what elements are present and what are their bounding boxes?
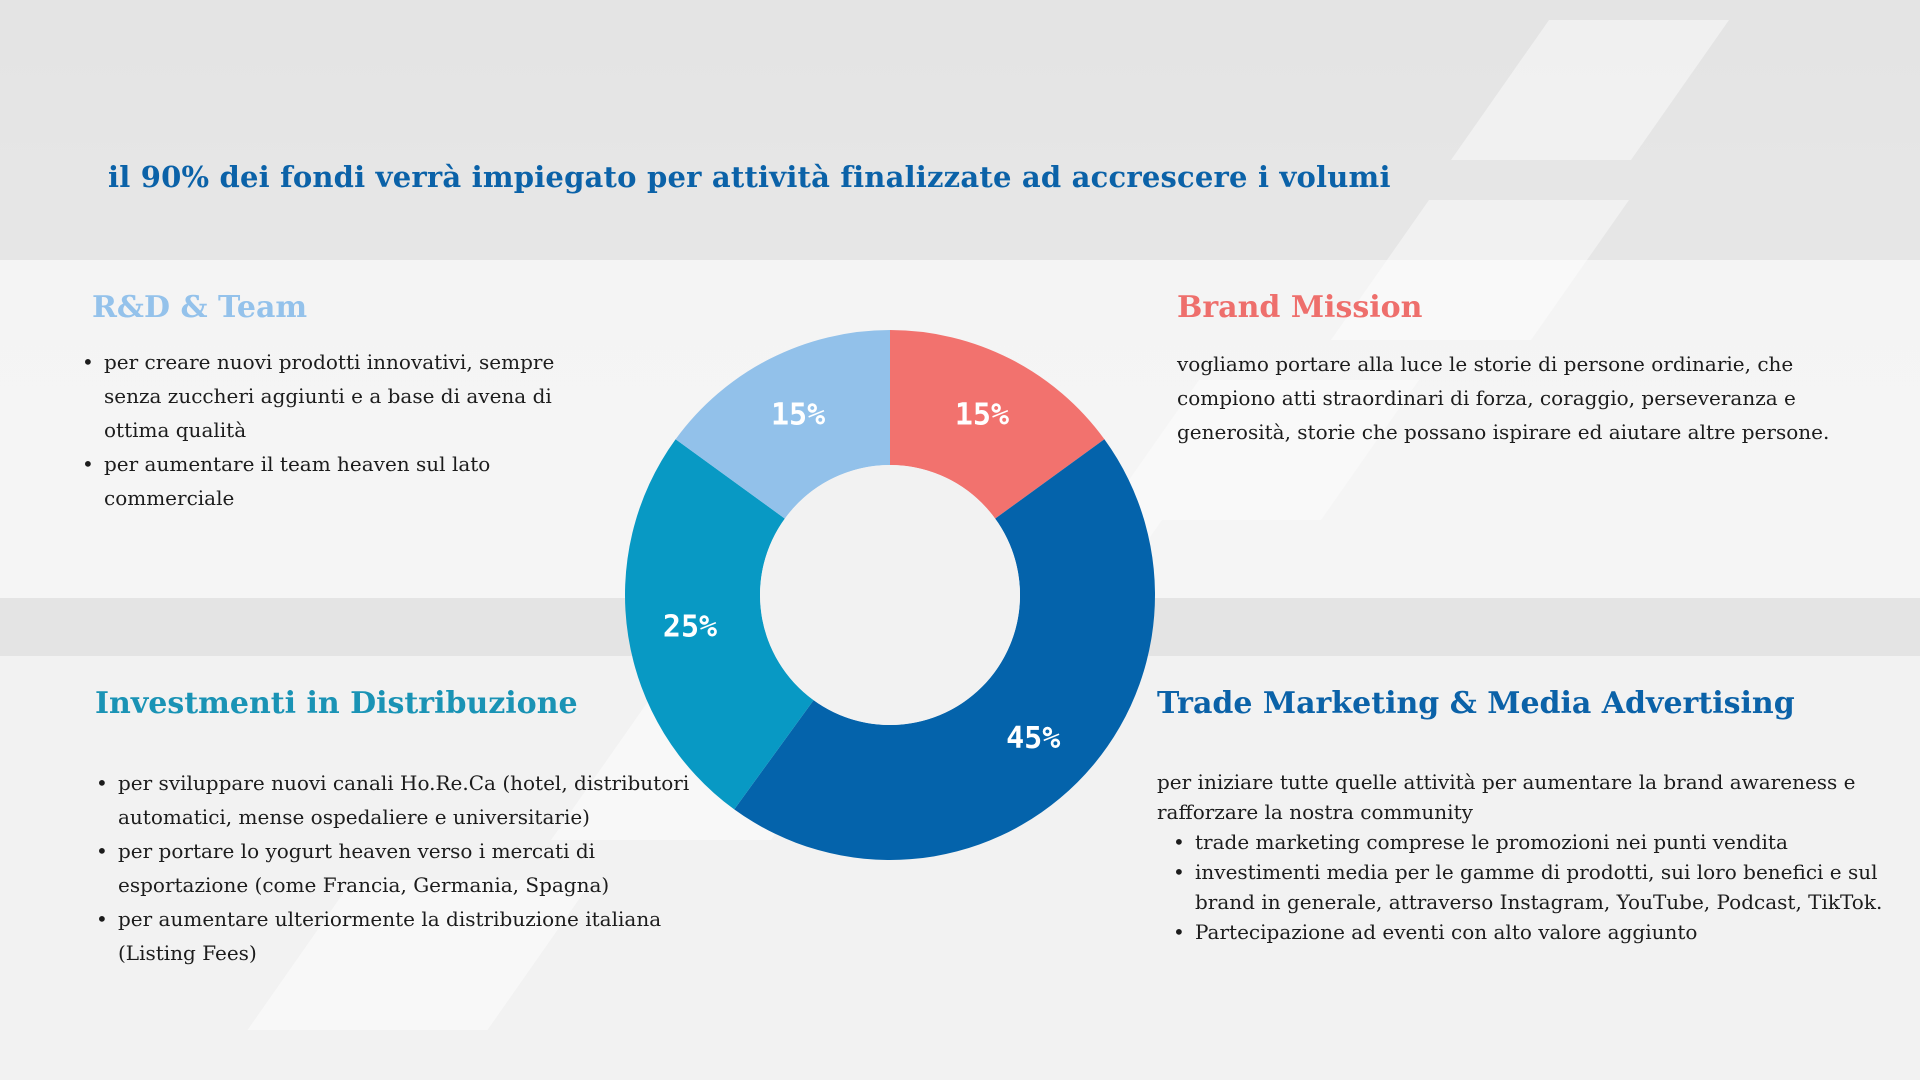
trade-marketing-intro: per iniziare tutte quelle attività per aumentare la brand awareness e rafforzare la nostra community xyxy=(1157,770,1856,824)
donut-label-3: 15% xyxy=(770,397,826,433)
donut-label-2: 25% xyxy=(662,609,718,645)
list-item: • Partecipazione ad eventi con alto valore aggiunto xyxy=(1195,917,1885,947)
list-item: • per portare lo yogurt heaven verso i mercati di esportazione (come Francia, Germania, Spagna) xyxy=(118,834,718,902)
list-item: • per aumentare ulteriormente la distribuzione italiana (Listing Fees) xyxy=(118,902,718,970)
trade-marketing-title: Trade Marketing & Media Advertising xyxy=(1157,686,1795,721)
donut-label-0: 15% xyxy=(954,397,1010,433)
brand-mission-text: vogliamo portare alla luce le storie di persone ordinarie, che compiono atti straordinari di forza, coraggio, perseveranza e generosità, storie che possano ispirare ed aiutare altre persone. xyxy=(1177,352,1830,444)
donut-chart xyxy=(620,325,1160,865)
distribuzione-title: Investmenti in Distribuzione xyxy=(95,686,578,721)
list-item: • per aumentare il team heaven sul lato commerciale xyxy=(104,447,604,515)
headline: il 90% dei fondi verrà impiegato per attività finalizzate ad accrescere i volumi xyxy=(108,160,1391,194)
brand-mission-title: Brand Mission xyxy=(1177,290,1423,325)
donut-label-1: 45% xyxy=(1006,721,1061,757)
rd-team-list xyxy=(104,345,604,515)
list-item: • per creare nuovi prodotti innovativi, sempre senza zuccheri aggiunti e a base di avena di ottima qualità xyxy=(104,345,604,447)
donut-hole xyxy=(760,465,1020,725)
list-item: • trade marketing comprese le promozioni nei punti vendita xyxy=(1195,827,1885,857)
rd-team-title: R&D & Team xyxy=(92,290,308,325)
list-item: • per sviluppare nuovi canali Ho.Re.Ca (hotel, distributori automatici, mense ospedaliere e universitarie) xyxy=(118,766,718,834)
list-item: • investimenti media per le gamme di prodotti, sui loro benefici e sul brand in generale, attraverso Instagram, YouTube, Podcast, TikTok. xyxy=(1195,857,1885,917)
trade-marketing-list xyxy=(1195,827,1885,947)
